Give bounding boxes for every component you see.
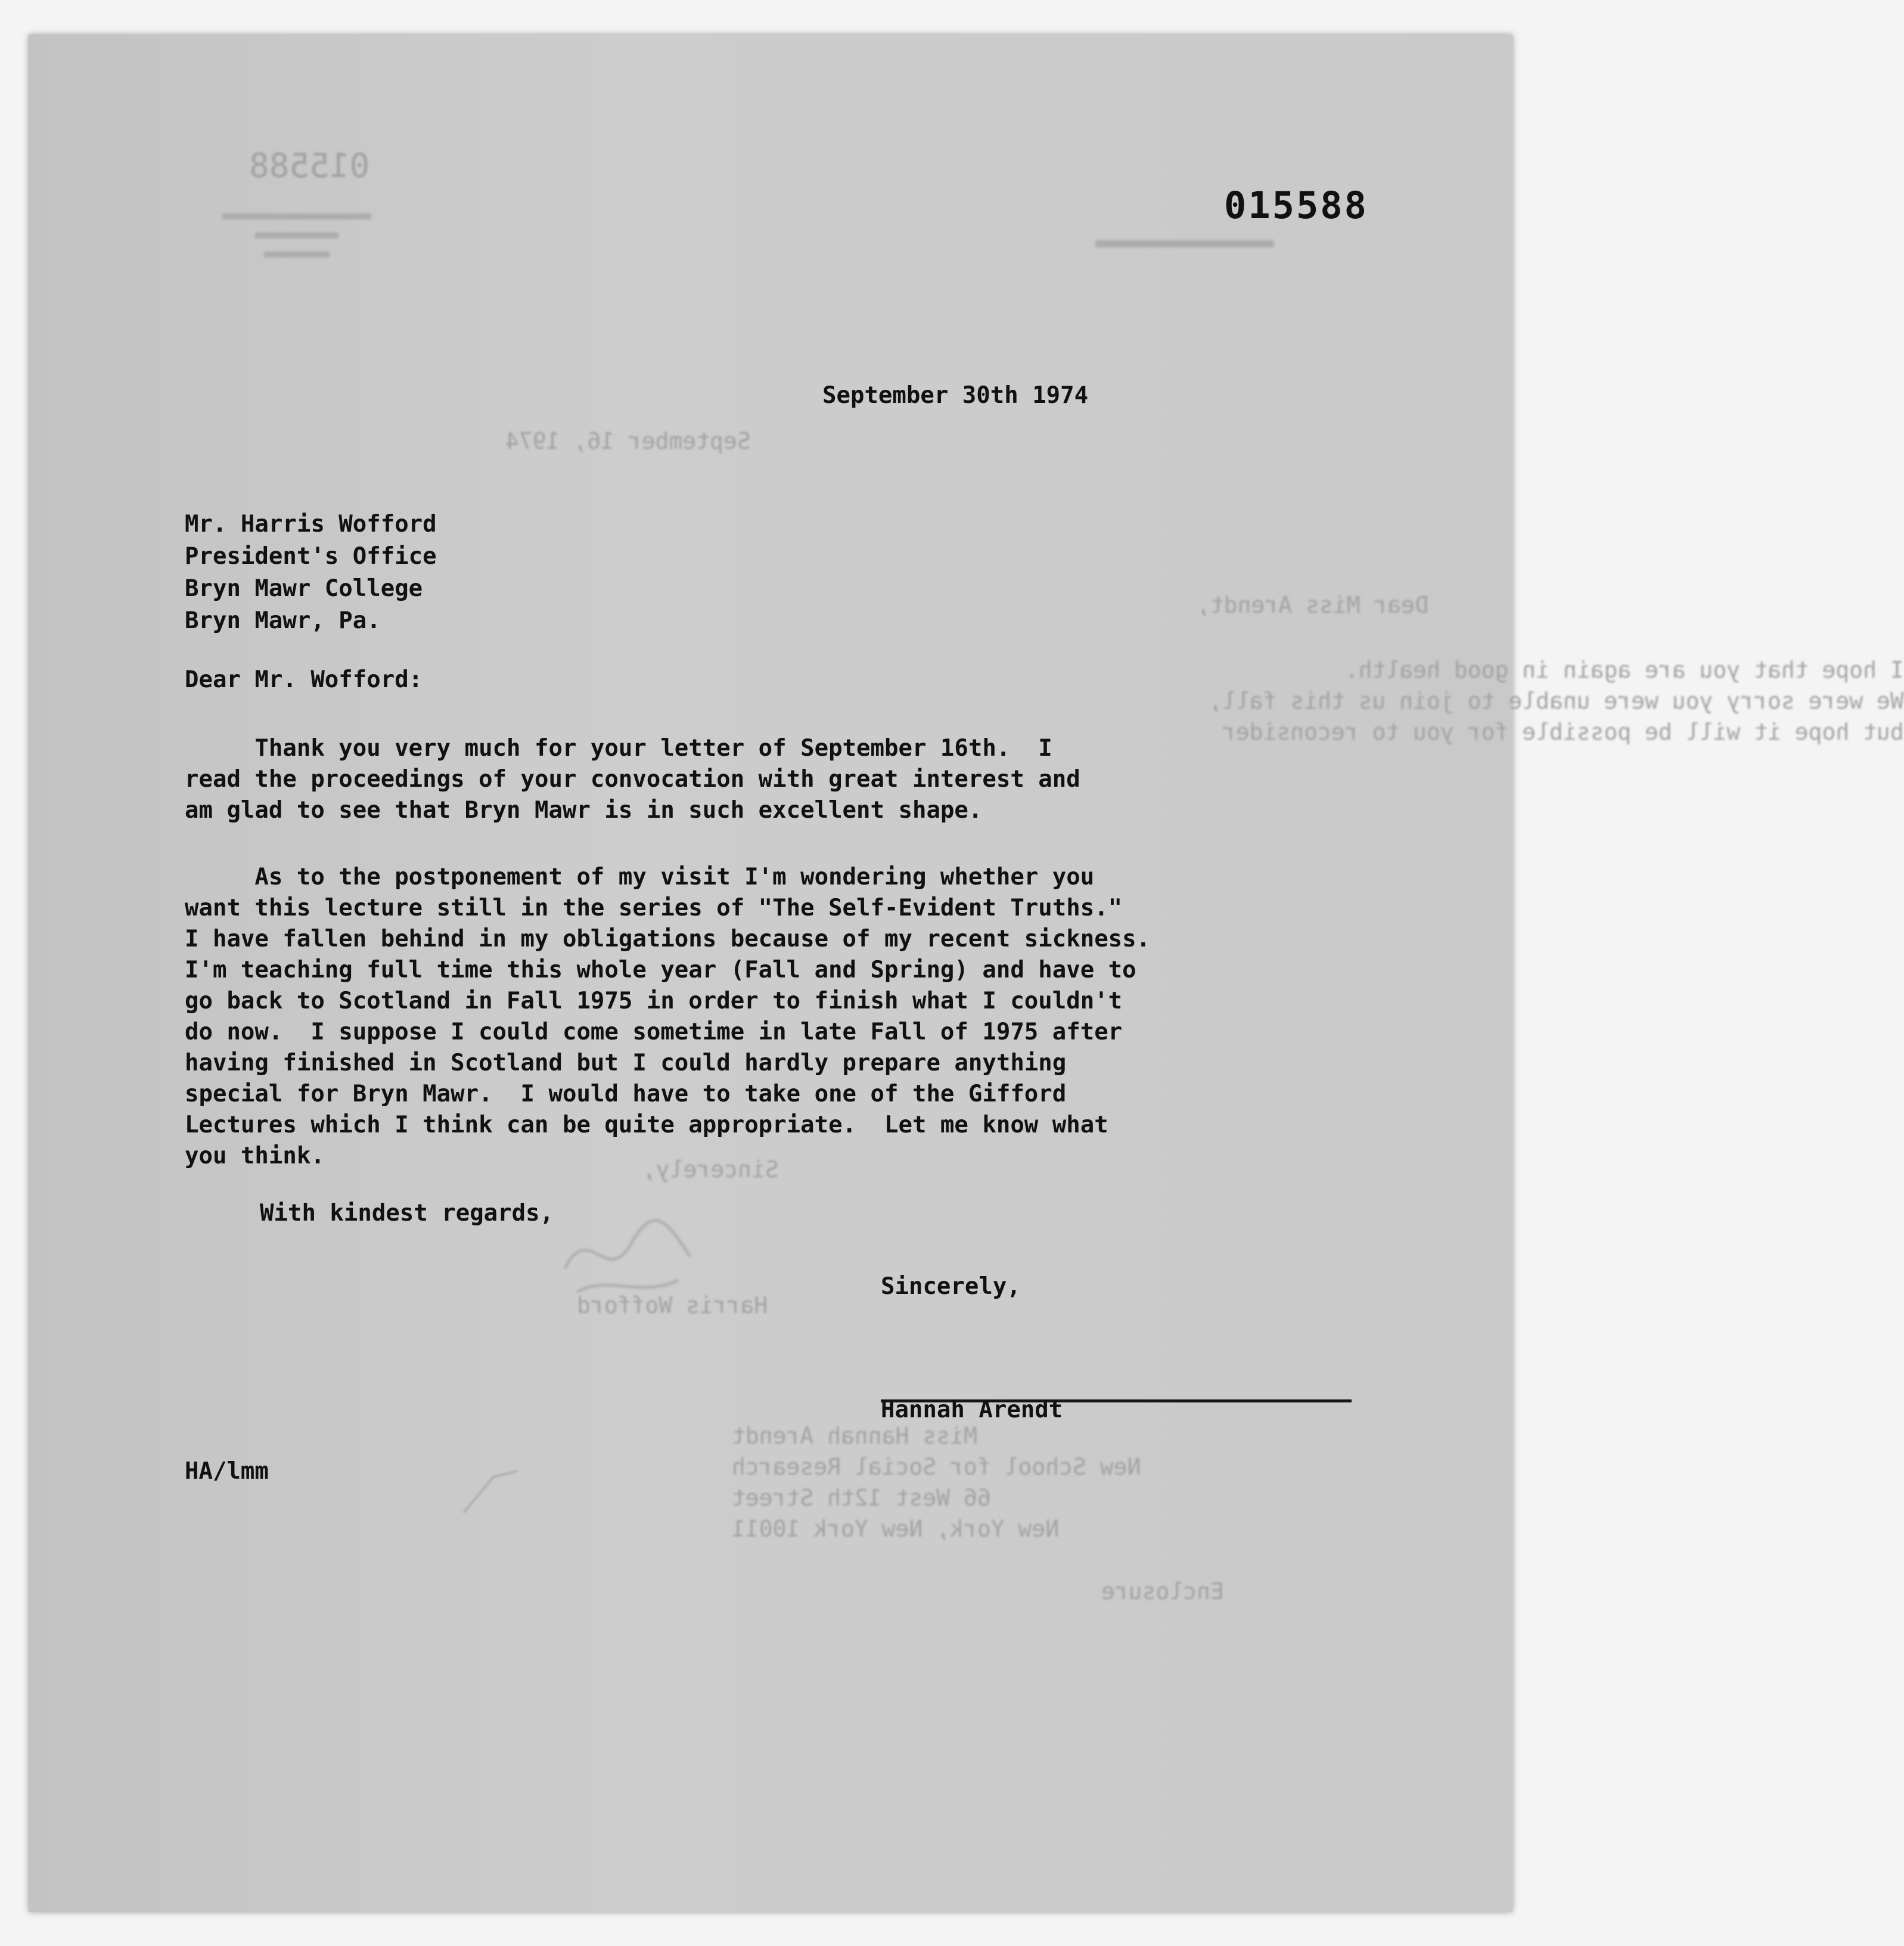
ghost-office-line [1095,240,1274,247]
letter-date: September 30th 1974 [822,382,1089,409]
signer-name: Hannah Arendt [881,1396,1063,1423]
ghost-body-line: I hope that you are again in good health. [1344,657,1904,683]
recipient-line: Bryn Mawr, Pa. [185,607,381,634]
ghost-body-line: We were sorry you were unable to join us this fall, [1209,688,1904,714]
recipient-line: Bryn Mawr College [185,575,423,602]
ghost-body-line: but hope it will be possible for you to reconsider [1222,719,1904,745]
closing-regards: With kindest regards, [260,1200,554,1227]
ghost-date: September 16, 1974 [505,428,751,454]
ghost-check-mark [458,1465,529,1519]
document-number: 015588 [1224,184,1368,227]
ghost-address-line: New School for Social Research [732,1454,1141,1480]
ghost-name: Harris Wofford [577,1292,768,1318]
salutation: Dear Mr. Wofford: [185,666,423,693]
closing-sincerely: Sincerely, [881,1273,1021,1300]
ghost-address-line: New York, New York 10011 [732,1516,1060,1542]
ghost-letterhead [219,213,374,271]
recipient-line: Mr. Harris Wofford [185,511,437,538]
body-paragraph: Thank you very much for your letter of September 16th. I read the proceedings of your convocation with great interest and am glad to see that Bryn Mawr is in such excellent shape. [185,735,1080,824]
ghost-address-line: Miss Hannah Arendt [732,1423,977,1449]
ghost-address [732,1420,1141,1544]
typist-initials: HA/lmm [185,1458,269,1485]
body-paragraph: As to the postponement of my visit I'm wondering whether you want this lecture still in the series of "The Self-Evident Truths." I have fallen behind in my obligations because of my recent sickness. I'm teaching full time this whole year (Fall and Spring) and have to go back to Scotland in Fall 1975 in order to finish what I couldn't do now. I suppose I could come sometime in late Fall of 1975 after having finished in Scotland but I could hardly prepare anything special for Bryn Mawr. I would have to take one of the Gifford Lectures which I think can be quite appropriate. Let me know what you think. [185,864,1151,1169]
recipient-address [185,508,437,637]
letter-page [29,35,1904,1912]
ghost-address-line: 66 West 12th Street [732,1485,991,1511]
ghost-document-number: 015588 [249,147,370,185]
recipient-line: President's Office [185,543,437,570]
ghost-signature-scribble [553,1197,708,1304]
ghost-enclosure: Enclosure [1101,1578,1224,1604]
ghost-salutation: Dear Miss Arendt, [1197,592,1428,618]
ghost-closing: Sincerely, [642,1156,779,1183]
